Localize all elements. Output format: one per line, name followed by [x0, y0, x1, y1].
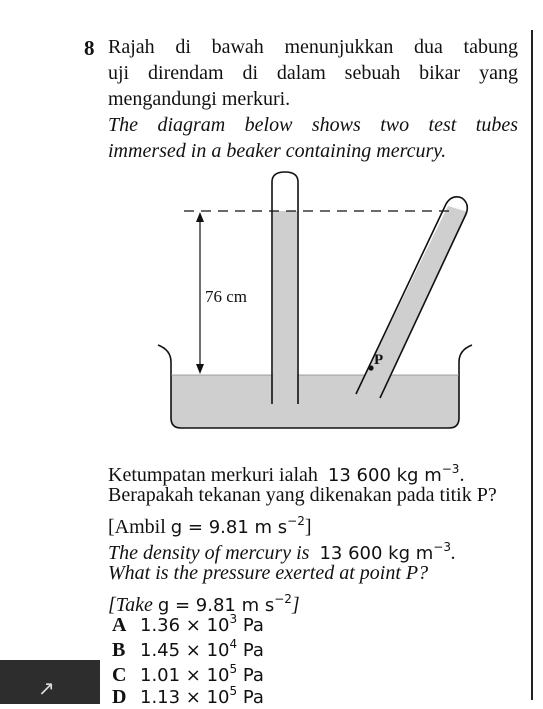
- malay-take-line: [Ambil g = 9.81 m $s^{-2}$]: [108, 514, 312, 538]
- english-density-value: 13 600 kg m: [319, 543, 434, 564]
- option-b-mantissa: 1.45 × 10: [140, 640, 230, 661]
- malay-take-g: g = 9.81 m s: [170, 517, 288, 538]
- option-b-letter: B: [112, 639, 126, 661]
- malay-density-line: Ketumpatan merkuri ialah 13 600 kg $m^{-3}$.: [108, 462, 465, 486]
- english-density-line: The density of mercury is 13 600 kg $m^{-3}$.: [108, 540, 456, 564]
- option-c-letter: C: [112, 664, 127, 686]
- option-b-unit: Pa: [237, 640, 264, 661]
- point-p-label: P: [374, 352, 384, 368]
- english-density-exp: −3: [433, 540, 451, 554]
- point-p-marker: [368, 365, 373, 370]
- english-take-line: [Take g = 9.81 m $s^{-2}$]: [108, 592, 300, 616]
- option-d-mantissa: 1.13 × 10: [140, 687, 230, 708]
- english-take-g: g = 9.81 m s: [157, 595, 275, 616]
- option-c-exp: 5: [229, 662, 238, 676]
- malay-take-prefix: [Ambil: [108, 516, 166, 538]
- option-d-exp: 5: [229, 684, 238, 698]
- english-stem-line-2: immersed in a beaker containing mercury.: [108, 140, 447, 162]
- option-a-mantissa: 1.36 × 10: [140, 615, 230, 636]
- malay-density-exp: −3: [441, 462, 460, 476]
- mercury-pool: [171, 375, 459, 428]
- corner-arrow-icon: ↗: [38, 676, 55, 700]
- option-d[interactable]: [112, 684, 264, 709]
- option-d-unit: Pa: [237, 687, 264, 708]
- option-c-unit: Pa: [237, 665, 264, 686]
- malay-stem-line-1: Rajah di bawah menunjukkan dua tabung: [108, 36, 518, 58]
- option-a-letter: A: [112, 614, 127, 636]
- height-arrow-head-bottom: [196, 364, 204, 374]
- option-a-exp: 3: [229, 612, 238, 626]
- english-stem-line-1: The diagram below shows two test tubes: [108, 114, 518, 136]
- english-density-text: The density of mercury is: [108, 542, 310, 564]
- malay-take-exp: −2: [287, 514, 305, 528]
- english-question: What is the pressure exerted at point P?: [108, 562, 429, 584]
- english-take-exp: −2: [274, 592, 292, 606]
- option-a[interactable]: [112, 612, 264, 637]
- malay-question: Berapakah tekanan yang dikenakan pada titik P?: [108, 484, 497, 506]
- malay-density-value: 13 600 kg m: [327, 465, 442, 486]
- malay-density-text: Ketumpatan merkuri ialah: [108, 464, 318, 486]
- option-d-letter: D: [112, 686, 127, 708]
- height-arrow-head-top: [196, 212, 204, 222]
- height-label: 76 cm: [205, 287, 248, 306]
- option-b[interactable]: [112, 637, 264, 662]
- option-b-exp: 4: [229, 637, 238, 651]
- option-a-unit: Pa: [237, 615, 264, 636]
- english-take-prefix: [Take: [108, 594, 153, 616]
- malay-stem-line-2: uji direndam di dalam sebuah bikar yang: [108, 62, 518, 84]
- vertical-tube-mercury: [273, 211, 297, 404]
- question-number: 8: [84, 36, 95, 60]
- option-c-mantissa: 1.01 × 10: [140, 665, 230, 686]
- malay-stem-line-3: mengandungi merkuri.: [108, 88, 291, 110]
